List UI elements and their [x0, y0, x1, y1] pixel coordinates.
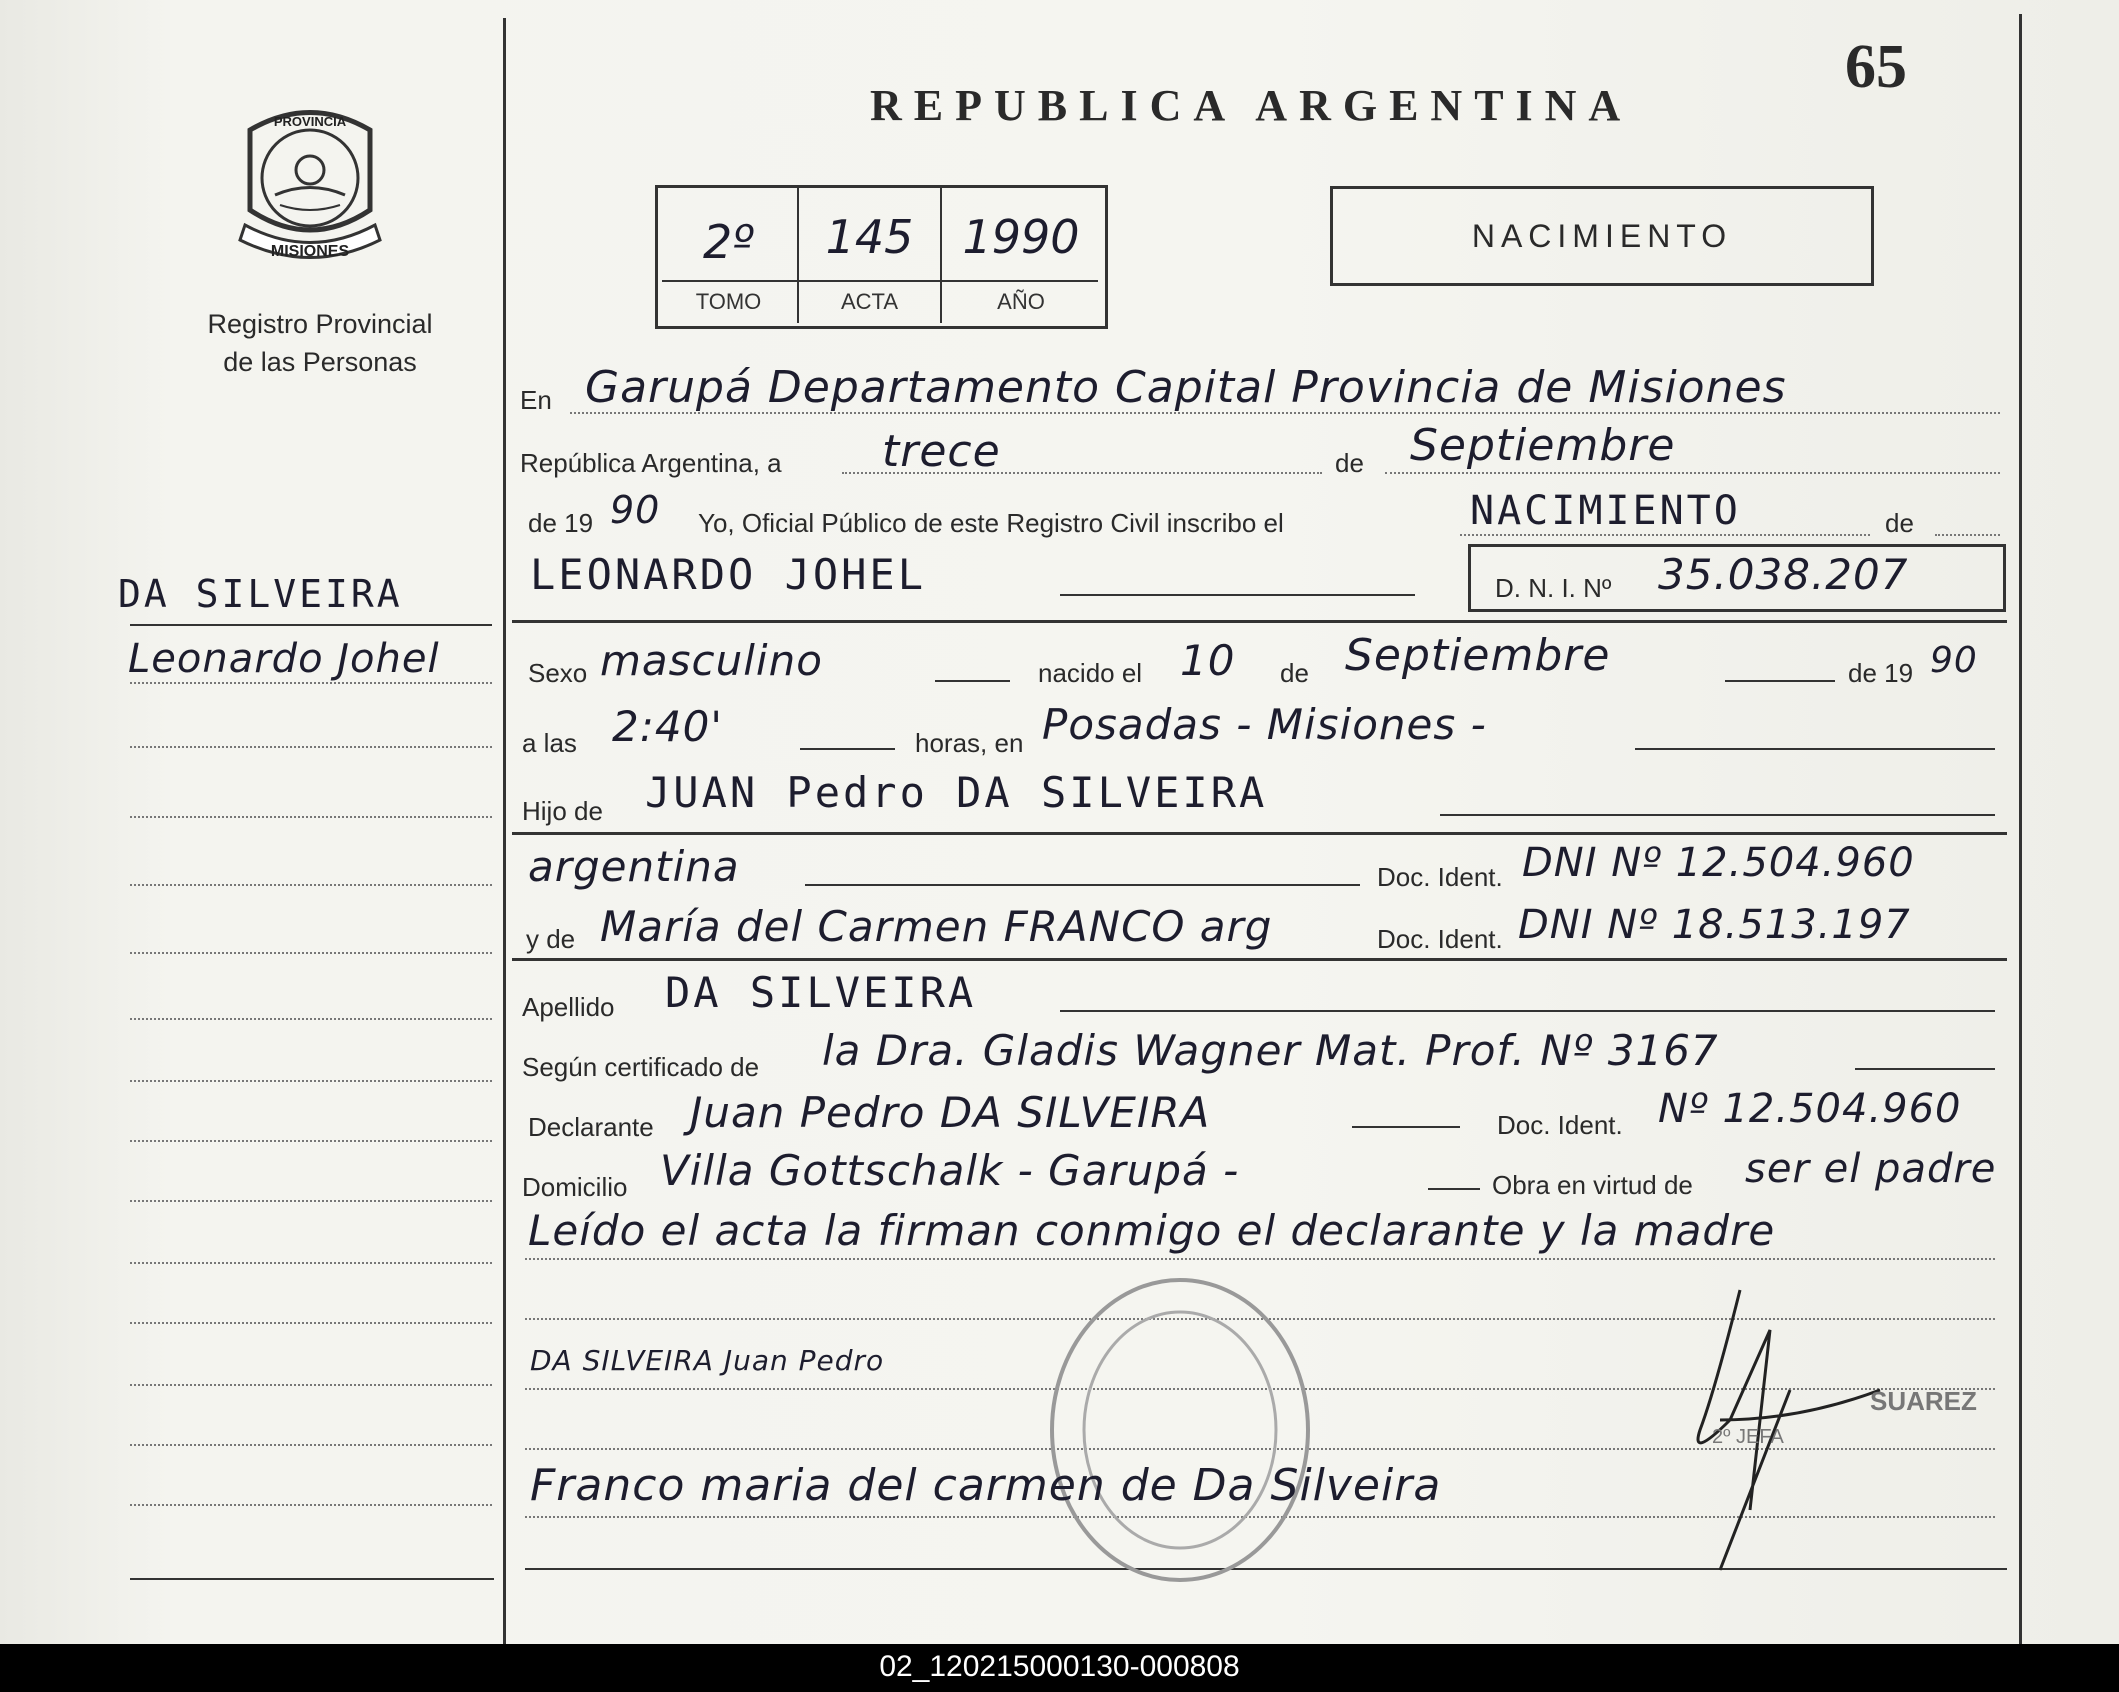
label-de-1: de — [1335, 448, 1364, 478]
label-de-19: de 19 — [528, 508, 594, 538]
margin-dotted-line — [130, 1384, 492, 1386]
value-surname: DA SILVEIRA — [665, 968, 977, 1017]
value-year-suffix: 90 — [610, 488, 661, 532]
label-nacido: nacido el — [1038, 658, 1143, 688]
signature-mother: Franco maria del carmen de Da Silveira — [530, 1460, 1442, 1511]
label-horas: horas, en — [915, 728, 1024, 758]
registry-name — [140, 305, 500, 381]
section-divider — [512, 832, 2007, 835]
value-capacity: ser el padre — [1745, 1146, 1997, 1192]
value-declarant: Juan Pedro DA SILVEIRA — [690, 1088, 1211, 1137]
value-certificate: la Dra. Gladis Wagner Mat. Prof. Nº 3167 — [822, 1026, 1719, 1075]
footer-id: 02_120215000130-000808 — [879, 1650, 1240, 1683]
label-oficial: Yo, Oficial Público de este Registro Civil inscribo el — [698, 508, 1284, 538]
record-type: NACIMIENTO — [1330, 186, 1874, 286]
right-border — [2019, 14, 2022, 1644]
official-signature-icon — [1620, 1270, 2000, 1590]
value-declarant-doc: Nº 12.504.960 — [1658, 1086, 1962, 1132]
value-month: Septiembre — [1410, 420, 1676, 471]
row-rule — [805, 884, 1360, 886]
value-father-nationality: argentina — [528, 842, 740, 891]
margin-dotted-line — [130, 884, 492, 886]
row-rule — [1352, 1126, 1460, 1128]
label-dni: D. N. I. Nº — [1495, 573, 1612, 603]
value-birth-day: 10 — [1180, 636, 1236, 685]
label-de-2: de — [1885, 508, 1914, 538]
country-title: REPUBLICA ARGENTINA — [870, 81, 1633, 130]
value-birth-year-suffix: 90 — [1930, 640, 1978, 681]
margin-dotted-line — [130, 1018, 492, 1020]
row-rule — [1060, 1010, 1995, 1012]
margin-dotted-line — [130, 682, 492, 684]
seal-top-text: PROVINCIA — [273, 114, 347, 129]
label-a-las: a las — [522, 728, 577, 758]
label-sexo: Sexo — [528, 658, 588, 688]
row-rule — [1725, 680, 1835, 682]
tomo-value: 2º — [703, 215, 754, 269]
row-rule — [1855, 1068, 1995, 1070]
margin-bottom-rule — [130, 1578, 494, 1580]
row-rule — [935, 680, 1010, 682]
row-rule — [1635, 748, 1995, 750]
label-doc-ident-3: Doc. Ident. — [1497, 1110, 1623, 1140]
value-mother: María del Carmen FRANCO arg — [600, 902, 1273, 951]
margin-dotted-line — [130, 1322, 492, 1324]
margin-dotted-line — [130, 1444, 492, 1446]
acta-value: 145 — [825, 210, 914, 264]
closing-note: Leído el acta la firman conmigo el declarante y la madre — [528, 1206, 1776, 1255]
margin-dotted-line — [130, 1140, 492, 1142]
margin-dotted-line — [130, 1200, 492, 1202]
label-doc-ident-1: Doc. Ident. — [1377, 862, 1503, 892]
label-doc-ident-2: Doc. Ident. — [1377, 924, 1503, 954]
value-place: Garupá Departamento Capital Provincia de Misiones — [585, 362, 1787, 413]
seal-bottom-text: MISIONES — [270, 243, 350, 260]
acta-label: ACTA — [840, 289, 899, 314]
label-de-3: de — [1280, 658, 1309, 688]
margin-dotted-line — [130, 816, 492, 818]
margin-dotted-line — [130, 1504, 492, 1506]
anio-label: AÑO — [997, 289, 1045, 314]
row-rule — [800, 748, 895, 750]
tomo-label: TOMO — [695, 289, 762, 314]
value-address: Villa Gottschalk - Garupá - — [660, 1146, 1240, 1195]
label-obra: Obra en virtud de — [1492, 1170, 1693, 1200]
section-divider — [512, 620, 2007, 623]
margin-dotted-line — [130, 746, 492, 748]
label-en: En — [520, 385, 552, 415]
value-mother-doc: DNI Nº 18.513.197 — [1518, 902, 1911, 948]
margin-dotted-line — [130, 1262, 492, 1264]
margin-rule — [130, 624, 492, 626]
margin-dotted-line — [130, 952, 492, 954]
anio-value: 1990 — [962, 210, 1080, 264]
value-event: NACIMIENTO — [1470, 488, 1741, 534]
row-dotted-line — [1460, 534, 1870, 536]
value-child-name: LEONARDO JOHEL — [530, 550, 927, 599]
registry-line-2: de las Personas — [223, 347, 417, 377]
value-birth-month: Septiembre — [1345, 630, 1611, 681]
label-y-de: y de — [526, 924, 576, 954]
province-seal-icon — [230, 100, 390, 280]
row-rule — [1060, 594, 1415, 596]
margin-divider — [503, 18, 506, 1644]
label-domicilio: Domicilio — [522, 1172, 628, 1202]
row-dotted-line — [525, 1258, 1995, 1260]
value-father: JUAN Pedro DA SILVEIRA — [645, 768, 1268, 817]
label-apellido: Apellido — [522, 992, 615, 1022]
row-rule — [1440, 814, 1995, 816]
section-divider — [512, 958, 2007, 961]
value-birth-place: Posadas - Misiones - — [1042, 700, 1487, 749]
label-de-19b: de 19 — [1848, 658, 1914, 688]
label-hijo: Hijo de — [522, 796, 603, 826]
row-dotted-line — [1385, 472, 2000, 474]
official-stamp-name: SUAREZ — [1870, 1386, 1977, 1416]
value-birth-time: 2:40' — [612, 702, 723, 751]
official-stamp-icon — [1030, 1270, 1330, 1590]
page-number: 65 — [1845, 33, 1907, 101]
record-box-label-line — [662, 280, 1098, 282]
label-declarante: Declarante — [528, 1112, 654, 1142]
registry-line-1: Registro Provincial — [207, 309, 433, 339]
label-segun: Según certificado de — [522, 1052, 760, 1082]
label-republica: República Argentina, a — [520, 448, 782, 478]
value-sex: masculino — [600, 636, 823, 685]
margin-dotted-line — [130, 1080, 492, 1082]
signature-father: DA SILVEIRA Juan Pedro — [530, 1344, 885, 1377]
value-day-text: trece — [882, 426, 1001, 477]
margin-surname: DA SILVEIRA — [118, 572, 403, 616]
margin-given-names: Leonardo Johel — [128, 636, 440, 682]
value-father-doc: DNI Nº 12.504.960 — [1522, 840, 1915, 886]
official-stamp-title: 2º JEFA — [1712, 1426, 1784, 1448]
row-rule — [1428, 1188, 1480, 1190]
row-dotted-line — [1935, 534, 2000, 536]
value-dni-number: 35.038.207 — [1658, 550, 1909, 599]
